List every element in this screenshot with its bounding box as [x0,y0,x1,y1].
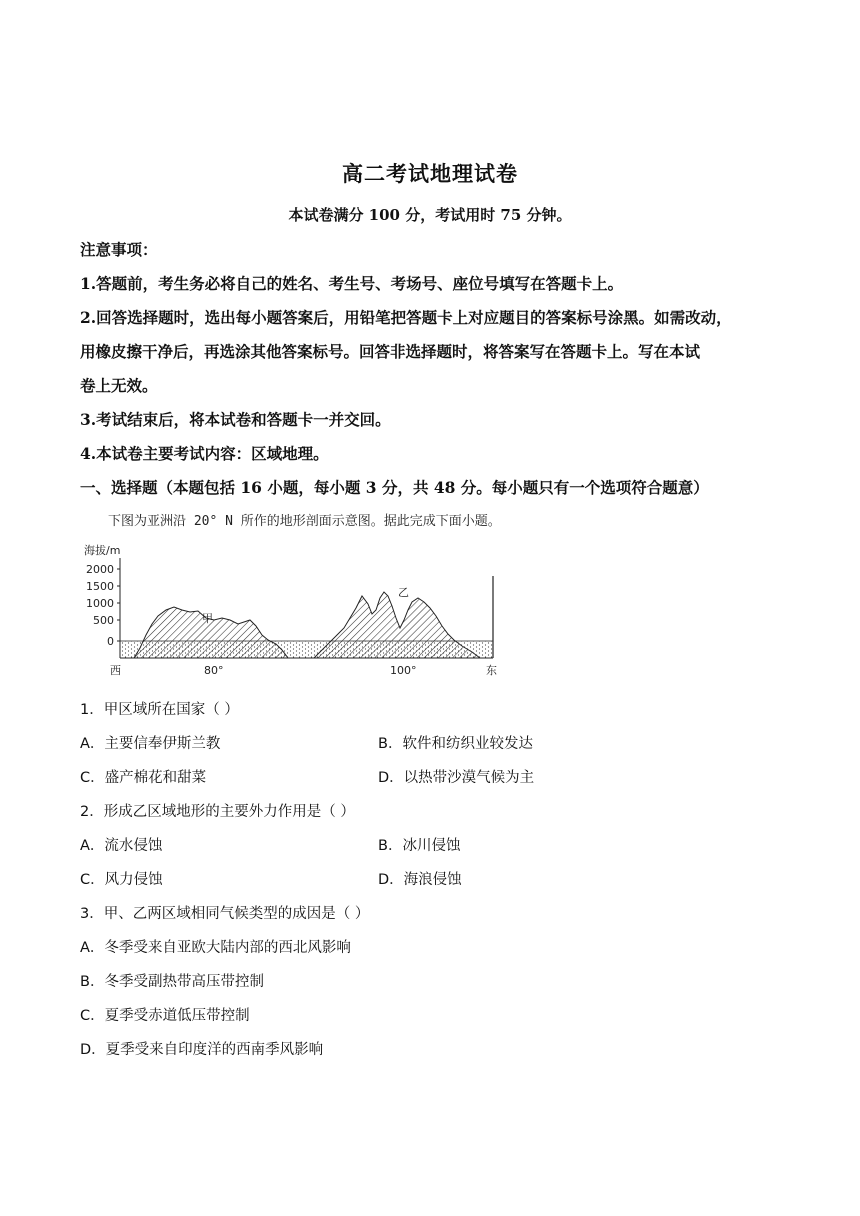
question-stem: 1．甲区域所在国家（ ） [80,702,239,718]
terrain-yi [314,592,480,658]
y-tick-label: 0 [107,635,114,648]
x-label-100: 100° [390,664,417,677]
note-item: 用橡皮擦干净后，再选涂其他答案标号。回答非选择题时，将答案写在答题卡上。写在本试 [80,342,701,361]
y-tick-label: 1000 [86,597,114,610]
option-c: C．盛产棉花和甜菜 [80,770,207,786]
option-c: C．风力侵蚀 [80,872,163,888]
option-b: B．冬季受副热带高压带控制 [80,974,264,990]
option-d: D．以热带沙漠气候为主 [378,770,535,786]
terrain-profile-figure [82,540,512,682]
y-tick-label: 2000 [86,563,114,576]
note-item: 1.答题前，考生务必将自己的姓名、考生号、考场号、座位号填写在答题卡上。 [80,274,624,293]
page-title: 高二考试地理试卷 [342,161,518,186]
x-label-80: 80° [204,664,224,677]
exam-info: 本试卷满分 100 分，考试用时 75 分钟。 [288,206,572,224]
y-tick-label: 1500 [86,580,114,593]
note-item: 卷上无效。 [80,376,158,395]
notes-heading: 注意事项： [80,240,158,259]
x-label-west: 西 [110,664,121,677]
figure-intro: 下图为亚洲沿 20° N 所作的地形剖面示意图。据此完成下面小题。 [108,514,501,529]
note-item: 3.考试结束后，将本试卷和答题卡一并交回。 [80,410,391,429]
option-b: B．软件和纺织业较发达 [378,736,533,752]
x-label-east: 东 [486,664,497,677]
y-tick-label: 500 [93,614,114,627]
option-a: A．流水侵蚀 [80,838,163,854]
option-d: D．夏季受来自印度洋的西南季风影响 [80,1042,324,1058]
option-d: D．海浪侵蚀 [378,872,462,888]
note-item: 2.回答选择题时，选出每小题答案后，用铅笔把答题卡上对应题目的答案标号涂黑。如需改动， [80,308,732,327]
question-stem: 2．形成乙区域地形的主要外力作用是（ ） [80,804,355,820]
section-heading: 一、选择题（本题包括 16 小题，每小题 3 分，共 48 分。每小题只有一个选项符合题意） [80,478,709,497]
option-a: A．冬季受来自亚欧大陆内部的西北风影响 [80,940,351,956]
region-label-jia: 甲 [202,612,213,625]
y-axis-label: 海拔/m [84,544,121,557]
question-stem: 3．甲、乙两区域相同气候类型的成因是（ ） [80,906,370,922]
region-label-yi: 乙 [398,586,409,599]
option-a: A．主要信奉伊斯兰教 [80,736,221,752]
option-b: B．冰川侵蚀 [378,838,461,854]
terrain-profile-svg [82,540,512,682]
note-item: 4.本试卷主要考试内容：区域地理。 [80,444,329,463]
option-c: C．夏季受赤道低压带控制 [80,1008,250,1024]
